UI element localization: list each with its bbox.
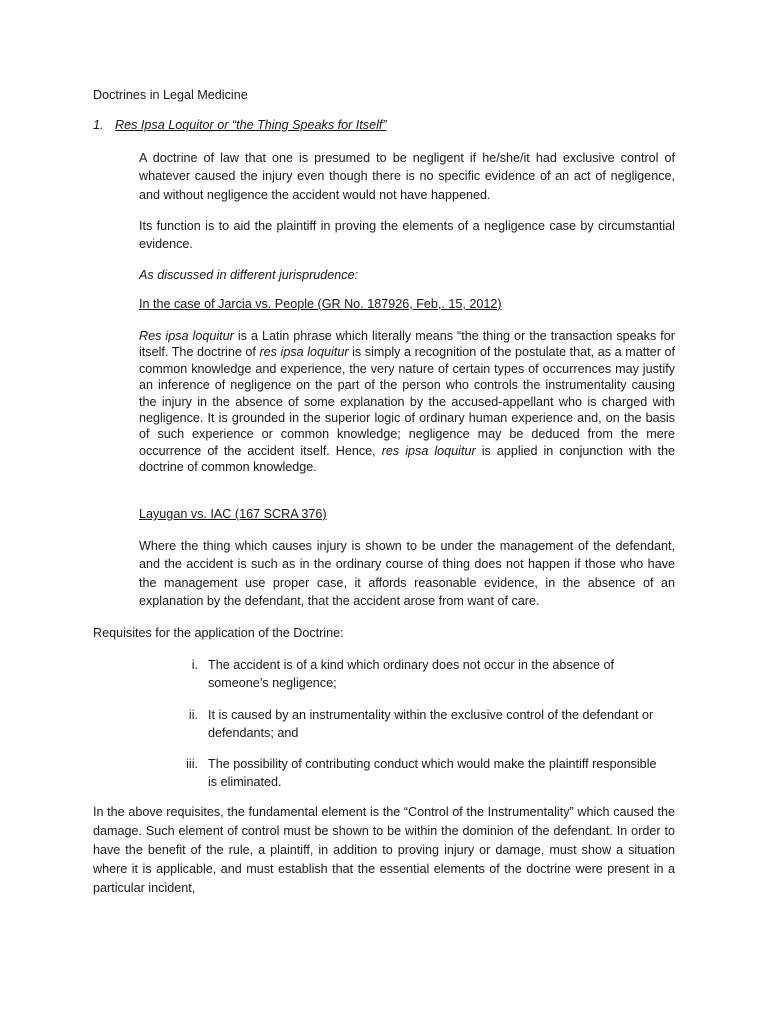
conclusion-paragraph: In the above requisites, the fundamental element is the “Control of the Instrumentality” which caused the damage. Such element of control must be shown to be within the dominion of the defendant. In order to have the benefit of the rule, a plaintiff, in addition to proving injury or damage, must show a situation where it is applicable, and must establish that the essential elements of the doctrine were present in a particular incident, — [93, 805, 675, 895]
requisites-heading: Requisites for the application of the Doctrine: — [93, 626, 344, 640]
list-item-text: The accident is of a kind which ordinary does not occur in the absence of someone’s negligence; — [208, 658, 615, 691]
case-text-fragment: Res ipsa loquitur — [139, 329, 234, 343]
case-text-fragment: res ipsa loquitur — [381, 443, 476, 458]
list-item-number: iii. — [186, 757, 198, 771]
list-item-text: The possibility of contributing conduct which would make the plaintiff responsible is eliminated. — [208, 757, 657, 790]
case-text-fragment: is simply a recognition of the postulate that, as a matter of common knowledge and experience, the very nature of certain types of occurrences may justify an inference of negligence on the part of the person who controls the instrumentality causing the injury in the absence of some explanation by the accused-appellant who is charged with negligence. It is grounded in the superior logic of ordinary human experience and, on the basis of such experience or common knowledge; negligence may be deduced from the mere occurrence of the accident itself. Hence, — [139, 345, 675, 458]
case-heading-layugan: Layugan vs. IAC (167 SCRA 376) — [139, 507, 327, 521]
case-heading-jarcia: In the case of Jarcia vs. People (GR No. 187926, Feb,. 15, 2012) — [139, 297, 502, 311]
case-text-fragment: is a Latin phrase which literally means “the thing or the transaction speaks for itself. The doctrine of — [139, 329, 675, 360]
list-item-text: It is caused by an instrumentality within the exclusive control of the defendant or defendants; and — [208, 708, 654, 741]
section-number: 1. — [93, 118, 104, 132]
section-heading-text: Res Ipsa Loquitor or “the Thing Speaks for Itself” — [115, 118, 387, 132]
list-item-number: i. — [191, 658, 198, 672]
function-paragraph: Its function is to aid the plaintiff in proving the elements of a negligence case by circumstantial evidence. — [139, 219, 675, 252]
list-item-number: ii. — [188, 708, 198, 722]
case-paragraph-layugan: Where the thing which causes injury is shown to be under the management of the defendant, and the accident is such as in the ordinary course of thing does not happen if those who have the management use proper case, it affords reasonable evidence, in the absence of an explanation by the defendant, that the accident arose from want of care. — [139, 539, 675, 609]
document-title: Doctrines in Legal Medicine — [93, 88, 248, 102]
definition-paragraph: A doctrine of law that one is presumed to be negligent if he/she/it had exclusive control of whatever caused the injury even though there is no specific evidence of an act of negligence, and without negligence the accident would not have happened. — [139, 151, 675, 202]
case-text-fragment: res ipsa loquitur — [259, 345, 349, 360]
case-paragraph-jarcia — [139, 328, 675, 476]
section-heading — [93, 118, 387, 132]
jurisprudence-intro: As discussed in different jurisprudence: — [139, 268, 359, 282]
case-text-fragment: is applied in conjunction with the doctrine of common knowledge. — [139, 443, 675, 475]
